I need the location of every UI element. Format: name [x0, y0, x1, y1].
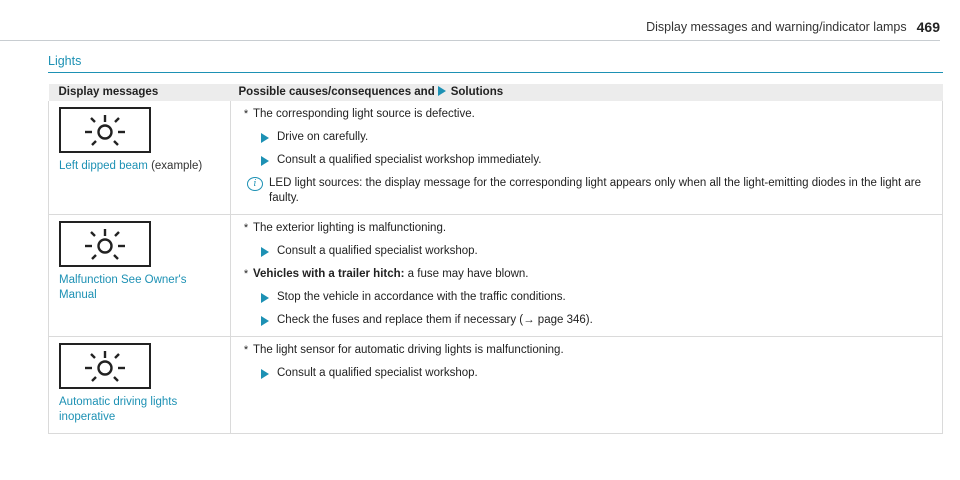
page-number: 469 — [916, 19, 940, 35]
bullet-icon: * — [243, 268, 249, 280]
running-title: Display messages and warning/indicator lamps — [646, 20, 907, 34]
solution-cell — [231, 337, 943, 434]
exterior-light-warning-icon — [59, 107, 151, 153]
solution-step — [239, 130, 932, 145]
step-text: Consult a qualified specialist workshop immediately. — [277, 154, 542, 166]
section-title: Lights — [48, 54, 82, 68]
cause-text: The corresponding light source is defective. — [253, 108, 475, 120]
page-header — [646, 15, 940, 39]
info-text: LED light sources: the display message for the corresponding light appears only when all the light-emitting diodes in the light are faulty. — [269, 177, 922, 204]
solution-step — [239, 366, 932, 381]
section-divider — [48, 72, 943, 73]
table-row — [49, 215, 943, 337]
step-text: Consult a qualified specialist workshop. — [277, 245, 478, 257]
display-message-cell — [49, 337, 231, 434]
cause-item — [239, 267, 932, 282]
cause-text: The exterior lighting is malfunctioning. — [253, 222, 447, 234]
display-message-label: Left dipped beam — [59, 160, 148, 172]
cause-item — [239, 221, 932, 236]
solution-cell — [231, 101, 943, 215]
table-header-row — [49, 84, 943, 101]
solution-step — [239, 153, 932, 168]
step-text: Consult a qualified specialist workshop. — [277, 367, 478, 379]
cause-text: a fuse may have blown. — [407, 268, 529, 280]
cause-text: The light sensor for automatic driving lights is malfunctioning. — [253, 344, 564, 356]
page-reference-arrow-icon: → — [523, 314, 535, 326]
info-note — [239, 176, 932, 206]
display-message-note: (example) — [151, 160, 203, 172]
solution-arrow-icon — [438, 86, 446, 96]
table-row — [49, 101, 943, 215]
column-header-text: Display messages — [58, 86, 159, 98]
exterior-light-warning-icon — [59, 343, 151, 389]
solution-arrow-icon — [261, 133, 269, 143]
solution-cell — [231, 215, 943, 337]
step-text: Check the fuses and replace them if necessary ( — [277, 314, 524, 326]
display-message-cell — [49, 101, 231, 215]
solution-arrow-icon — [261, 156, 269, 166]
display-message-label: Malfunction See Owner's Manual — [59, 274, 187, 301]
cause-item — [239, 343, 932, 358]
step-text: Drive on carefully. — [277, 131, 369, 143]
display-message-cell — [49, 215, 231, 337]
cause-item — [239, 107, 932, 122]
bullet-icon: * — [243, 108, 249, 120]
solution-step — [239, 313, 932, 328]
bullet-icon: * — [243, 222, 249, 234]
table-row — [49, 337, 943, 434]
info-icon: i — [247, 177, 263, 191]
solution-arrow-icon — [261, 316, 269, 326]
column-header-solutions — [231, 84, 943, 101]
messages-table — [48, 84, 943, 434]
solution-step — [239, 290, 932, 305]
column-header-text: Possible causes/consequences and — [238, 86, 435, 98]
display-message-label: Automatic driving lights inoperative — [59, 396, 178, 423]
step-text: Stop the vehicle in accordance with the traffic conditions. — [277, 291, 566, 303]
solution-arrow-icon — [261, 369, 269, 379]
cause-condition: Vehicles with a trailer hitch: — [253, 268, 405, 280]
header-divider — [0, 40, 940, 41]
bullet-icon: * — [243, 344, 249, 356]
column-header-text: Solutions — [450, 86, 504, 98]
solution-arrow-icon — [261, 293, 269, 303]
column-header-display-messages — [49, 84, 231, 101]
solution-step — [239, 244, 932, 259]
page-reference-link[interactable]: page 346). — [537, 314, 593, 326]
solution-arrow-icon — [261, 247, 269, 257]
exterior-light-warning-icon — [59, 221, 151, 267]
